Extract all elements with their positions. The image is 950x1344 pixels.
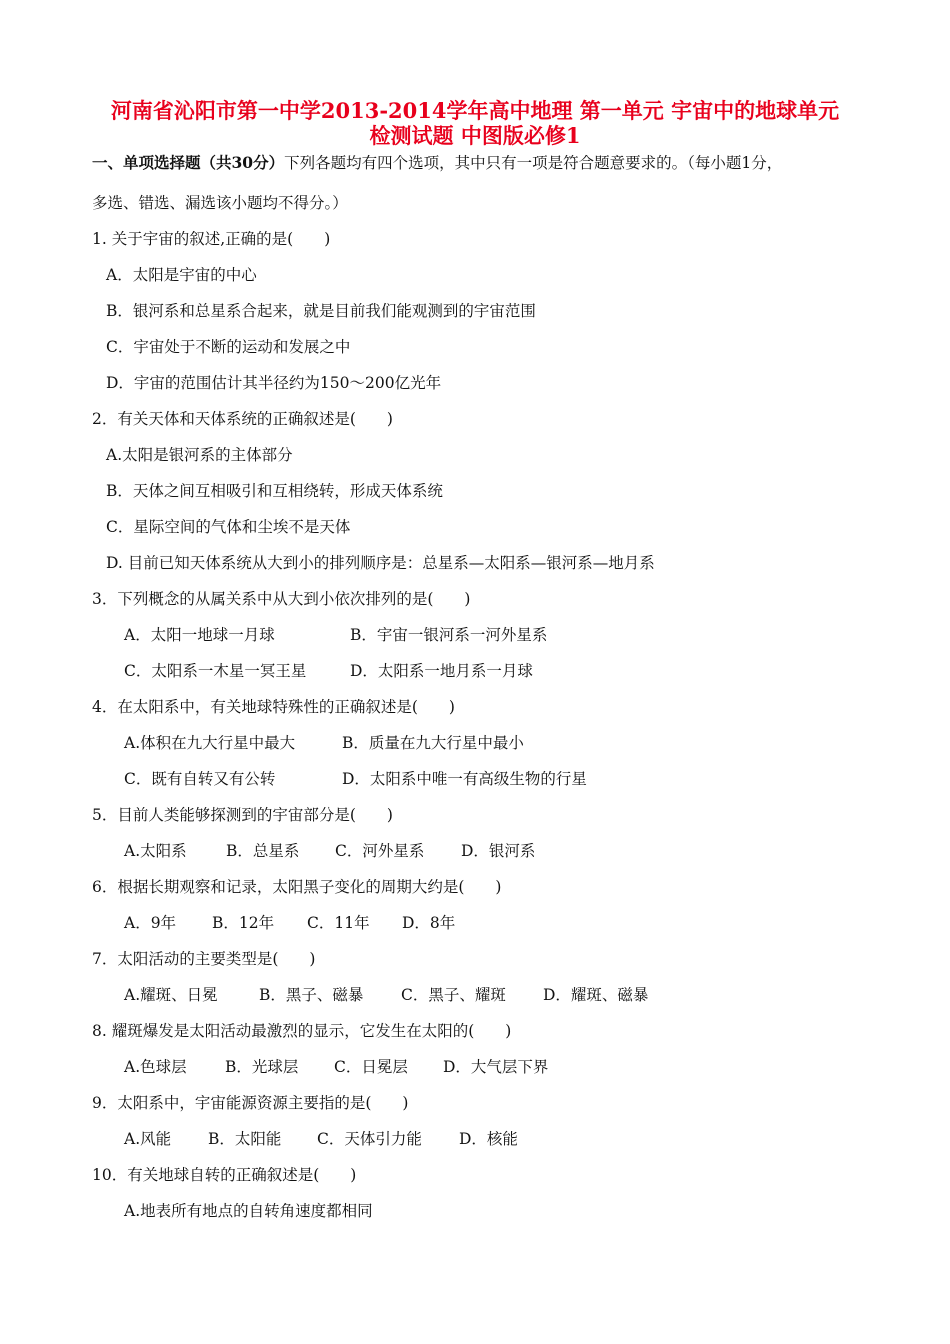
question-option: D．核能 [459, 1130, 518, 1148]
question-option: A．太阳是宇宙的中心 [106, 266, 257, 284]
question-option: C．既有自转又有公转 [124, 770, 276, 788]
question-stem: 2．有关天体和天体系统的正确叙述是( ) [92, 410, 393, 428]
question-option: A.地表所有地点的自转角速度都相同 [124, 1202, 373, 1220]
question-option: D. 目前已知天体系统从大到小的排列顺序是：总星系—太阳系—银河系—地月系 [106, 554, 655, 572]
question-option: A.太阳系 [124, 842, 187, 860]
section-heading: 一、单项选择题（共30分） [92, 153, 285, 172]
section-instruction: 下列各题均有四个选项，其中只有一项是符合题意要求的。（每小题1分， [284, 154, 783, 172]
question-option: A.色球层 [124, 1058, 187, 1076]
question-stem: 5．目前人类能够探测到的宇宙部分是( ) [92, 806, 393, 824]
question-option: D．银河系 [461, 842, 536, 860]
document-title-line-1: 河南省沁阳市第一中学2013-2014学年高中地理 第一单元 宇宙中的地球单元 [110, 98, 840, 123]
question-stem: 1. 关于宇宙的叙述,正确的是( ) [92, 230, 331, 248]
question-option: D．耀斑、磁暴 [543, 986, 649, 1004]
section-heading-row [92, 152, 782, 174]
question-option: A.体积在九大行星中最大 [124, 734, 296, 752]
question-option: A.风能 [124, 1130, 172, 1148]
question-option: B．质量在九大行星中最小 [342, 734, 524, 752]
question-stem: 3．下列概念的从属关系中从大到小依次排列的是( ) [92, 590, 471, 608]
question-option: A.耀斑、日冕 [124, 986, 218, 1004]
question-stem: 4．在太阳系中，有关地球特殊性的正确叙述是( ) [92, 698, 455, 716]
question-option: A．太阳一地球一月球 [124, 626, 275, 644]
question-option: C．星际空间的气体和尘埃不是天体 [106, 518, 351, 536]
question-option: D．宇宙的范围估计其半径约为150～200亿光年 [106, 374, 442, 392]
question-option: C．天体引力能 [317, 1130, 422, 1148]
question-option: D．太阳系一地月系一月球 [350, 662, 533, 680]
question-option: D．大气层下界 [443, 1058, 549, 1076]
question-stem: 10．有关地球自转的正确叙述是( ) [92, 1166, 357, 1184]
question-option: B．太阳能 [208, 1130, 282, 1148]
question-stem: 9．太阳系中，宇宙能源资源主要指的是( ) [92, 1094, 409, 1112]
question-option: B．12年 [212, 914, 275, 932]
question-option: A.太阳是银河系的主体部分 [106, 446, 293, 464]
question-option: C．黑子、耀斑 [401, 986, 506, 1004]
question-stem: 8. 耀斑爆发是太阳活动最激烈的显示，它发生在太阳的( ) [92, 1022, 512, 1040]
question-stem: 6．根据长期观察和记录，太阳黑子变化的周期大约是( ) [92, 878, 502, 896]
question-option: C．11年 [307, 914, 370, 932]
question-option: B．天体之间互相吸引和互相绕转，形成天体系统 [106, 482, 443, 500]
question-option: B．银河系和总星系合起来，就是目前我们能观测到的宇宙范围 [106, 302, 536, 320]
question-option: A．9年 [124, 914, 177, 932]
question-option: D．太阳系中唯一有高级生物的行星 [342, 770, 587, 788]
question-option: D．8年 [402, 914, 456, 932]
question-option: B．黑子、磁暴 [259, 986, 364, 1004]
question-option: C．太阳系一木星一冥王星 [124, 662, 307, 680]
question-option: C．日冕层 [334, 1058, 408, 1076]
section-instruction-cont: 多选、错选、漏选该小题均不得分。） [92, 194, 348, 212]
question-option: C．宇宙处于不断的运动和发展之中 [106, 338, 351, 356]
document-title-line-2: 检测试题 中图版必修1 [369, 123, 581, 148]
question-stem: 7．太阳活动的主要类型是( ) [92, 950, 316, 968]
question-option: B．宇宙一银河系一河外星系 [350, 626, 548, 644]
question-option: B．总星系 [226, 842, 300, 860]
question-option: B．光球层 [225, 1058, 299, 1076]
question-option: C．河外星系 [335, 842, 425, 860]
